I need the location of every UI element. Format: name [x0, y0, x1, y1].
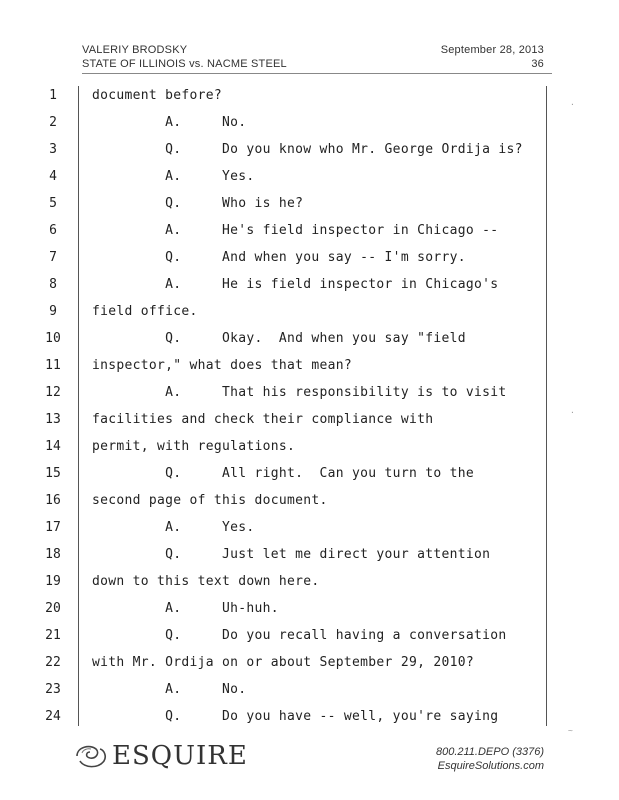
logo-wordmark: ESQUIRE	[112, 741, 248, 771]
transcript-line	[0, 142, 619, 168]
transcript-line	[0, 277, 619, 303]
transcript-line	[0, 493, 619, 519]
line-text: Q. Just let me direct your attention	[92, 547, 491, 562]
line-text: A. No.	[92, 682, 247, 697]
transcript-line	[0, 358, 619, 384]
transcript-line	[0, 547, 619, 573]
line-text: Q. Do you recall having a conversation	[92, 628, 507, 643]
transcript-line	[0, 520, 619, 546]
line-number: 23	[45, 682, 61, 697]
line-number: 17	[45, 520, 61, 535]
line-text: A. That his responsibility is to visit	[92, 385, 507, 400]
transcript-line	[0, 115, 619, 141]
transcript-line	[0, 439, 619, 465]
line-number: 24	[45, 709, 61, 724]
line-text: facilities and check their compliance with	[92, 412, 434, 427]
line-number: 22	[45, 655, 61, 670]
scan-speck: ~	[568, 726, 573, 735]
line-number: 3	[49, 142, 57, 157]
line-number: 18	[45, 547, 61, 562]
transcript-line	[0, 169, 619, 195]
line-number: 8	[49, 277, 57, 292]
page-number: 36	[531, 58, 544, 70]
transcript-line	[0, 331, 619, 357]
line-text: A. He's field inspector in Chicago --	[92, 223, 499, 238]
transcript-line	[0, 412, 619, 438]
line-number: 21	[45, 628, 61, 643]
transcript-line	[0, 574, 619, 600]
transcript-line	[0, 709, 619, 735]
transcript-line	[0, 304, 619, 330]
line-number: 16	[45, 493, 61, 508]
line-text: down to this text down here.	[92, 574, 320, 589]
line-number: 20	[45, 601, 61, 616]
line-text: A. Yes.	[92, 169, 255, 184]
line-number: 9	[49, 304, 57, 319]
header-divider	[82, 73, 552, 74]
transcript-line	[0, 250, 619, 276]
transcript-line	[0, 682, 619, 708]
footer-website: EsquireSolutions.com	[437, 760, 544, 772]
transcript-line	[0, 385, 619, 411]
line-number: 19	[45, 574, 61, 589]
esquire-logo	[74, 738, 248, 774]
line-text: inspector," what does that mean?	[92, 358, 353, 373]
line-number: 5	[49, 196, 57, 211]
line-text: Q. Do you have -- well, you're saying	[92, 709, 499, 724]
line-number: 6	[49, 223, 57, 238]
transcript-line	[0, 223, 619, 249]
line-number: 13	[45, 412, 61, 427]
witness-name: VALERIY BRODSKY	[82, 44, 188, 56]
esquire-swirl-icon	[74, 741, 108, 771]
line-text: field office.	[92, 304, 198, 319]
line-text: permit, with regulations.	[92, 439, 296, 454]
footer-phone: 800.211.DEPO (3376)	[435, 746, 544, 758]
line-text: A. He is field inspector in Chicago's	[92, 277, 499, 292]
case-title: STATE OF ILLINOIS vs. NACME STEEL	[82, 58, 287, 70]
line-text: second page of this document.	[92, 493, 328, 508]
deposition-date: September 28, 2013	[440, 44, 544, 56]
line-text: Q. All right. Can you turn to the	[92, 466, 474, 481]
transcript-line	[0, 88, 619, 114]
line-text: A. Uh-huh.	[92, 601, 279, 616]
line-number: 10	[45, 331, 61, 346]
line-text: A. Yes.	[92, 520, 255, 535]
line-number: 1	[49, 88, 57, 103]
line-text: Q. Okay. And when you say "field	[92, 331, 466, 346]
line-text: with Mr. Ordija on or about September 29, 2010?	[92, 655, 474, 670]
line-number: 15	[45, 466, 61, 481]
line-number: 11	[45, 358, 61, 373]
transcript-line	[0, 466, 619, 492]
line-text: A. No.	[92, 115, 247, 130]
line-text: Q. And when you say -- I'm sorry.	[92, 250, 466, 265]
transcript-line	[0, 601, 619, 627]
scan-speck: ·	[570, 100, 575, 109]
line-number: 14	[45, 439, 61, 454]
line-number: 7	[49, 250, 57, 265]
transcript-line	[0, 655, 619, 681]
line-number: 4	[49, 169, 57, 184]
line-number: 2	[49, 115, 57, 130]
transcript-line	[0, 196, 619, 222]
line-text: document before?	[92, 88, 223, 103]
transcript-line	[0, 628, 619, 654]
line-text: Q. Who is he?	[92, 196, 304, 211]
line-text: Q. Do you know who Mr. George Ordija is?	[92, 142, 523, 157]
line-number: 12	[45, 385, 61, 400]
scan-speck: ·	[570, 408, 575, 417]
